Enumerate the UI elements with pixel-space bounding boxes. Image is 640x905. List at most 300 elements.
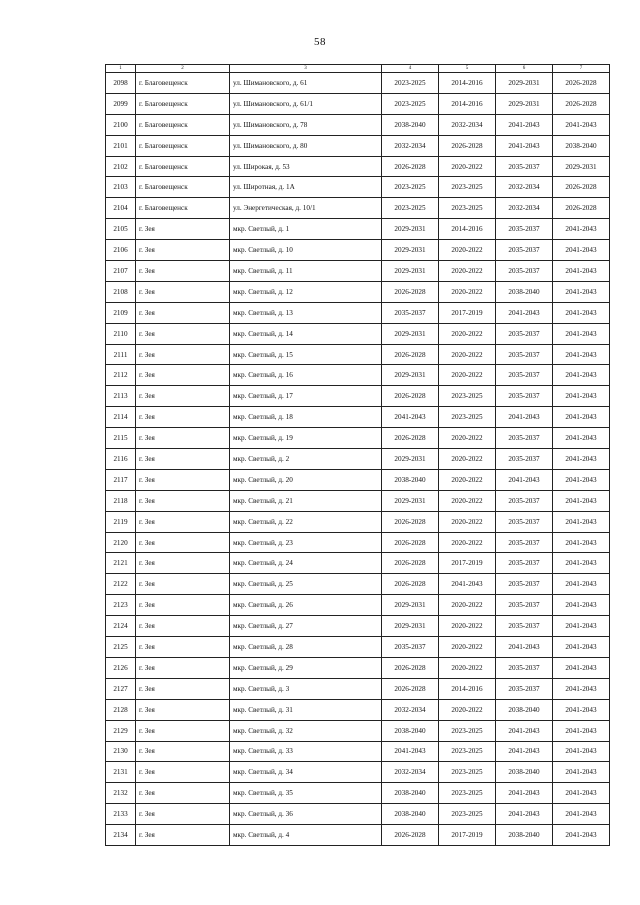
city-cell: г. Зея xyxy=(136,261,230,282)
period-cell: 2041-2043 xyxy=(553,678,610,699)
period-cell: 2035-2037 xyxy=(496,156,553,177)
table-row xyxy=(106,219,610,240)
city-cell: г. Благовещенск xyxy=(136,73,230,94)
period-cell: 2035-2037 xyxy=(382,302,439,323)
row-number: 2125 xyxy=(106,637,136,658)
address-cell: мкр. Светлый, д. 19 xyxy=(230,428,382,449)
period-cell: 2020-2022 xyxy=(439,469,496,490)
row-number: 2106 xyxy=(106,240,136,261)
table-row xyxy=(106,365,610,386)
address-cell: мкр. Светлый, д. 21 xyxy=(230,490,382,511)
period-cell: 2029-2031 xyxy=(496,93,553,114)
period-cell: 2041-2043 xyxy=(553,762,610,783)
period-cell: 2029-2031 xyxy=(382,595,439,616)
repair-schedule-table xyxy=(105,64,610,846)
city-cell: г. Зея xyxy=(136,595,230,616)
column-header: 5 xyxy=(439,65,496,73)
period-cell: 2041-2043 xyxy=(553,595,610,616)
document-table-container xyxy=(105,64,609,846)
city-cell: г. Зея xyxy=(136,699,230,720)
address-cell: мкр. Светлый, д. 10 xyxy=(230,240,382,261)
table-row xyxy=(106,156,610,177)
period-cell: 2035-2037 xyxy=(496,240,553,261)
table-row xyxy=(106,574,610,595)
period-cell: 2041-2043 xyxy=(553,783,610,804)
city-cell: г. Зея xyxy=(136,240,230,261)
period-cell: 2035-2037 xyxy=(496,344,553,365)
address-cell: мкр. Светлый, д. 32 xyxy=(230,720,382,741)
city-cell: г. Зея xyxy=(136,344,230,365)
address-cell: мкр. Светлый, д. 11 xyxy=(230,261,382,282)
table-row xyxy=(106,804,610,825)
row-number: 2119 xyxy=(106,511,136,532)
table-row xyxy=(106,198,610,219)
table-row xyxy=(106,595,610,616)
city-cell: г. Зея xyxy=(136,783,230,804)
table-row xyxy=(106,428,610,449)
period-cell: 2029-2031 xyxy=(382,323,439,344)
row-number: 2111 xyxy=(106,344,136,365)
row-number: 2133 xyxy=(106,804,136,825)
period-cell: 2020-2022 xyxy=(439,344,496,365)
city-cell: г. Благовещенск xyxy=(136,198,230,219)
row-number: 2123 xyxy=(106,595,136,616)
address-cell: мкр. Светлый, д. 29 xyxy=(230,657,382,678)
table-row xyxy=(106,490,610,511)
period-cell: 2041-2043 xyxy=(553,699,610,720)
row-number: 2100 xyxy=(106,114,136,135)
table-row xyxy=(106,469,610,490)
address-cell: мкр. Светлый, д. 16 xyxy=(230,365,382,386)
period-cell: 2023-2025 xyxy=(439,198,496,219)
period-cell: 2020-2022 xyxy=(439,261,496,282)
address-cell: мкр. Светлый, д. 12 xyxy=(230,281,382,302)
period-cell: 2014-2016 xyxy=(439,219,496,240)
address-cell: мкр. Светлый, д. 25 xyxy=(230,574,382,595)
table-row xyxy=(106,177,610,198)
row-number: 2098 xyxy=(106,73,136,94)
row-number: 2118 xyxy=(106,490,136,511)
address-cell: мкр. Светлый, д. 36 xyxy=(230,804,382,825)
row-number: 2105 xyxy=(106,219,136,240)
table-row xyxy=(106,281,610,302)
period-cell: 2026-2028 xyxy=(382,156,439,177)
table-row xyxy=(106,135,610,156)
period-cell: 2035-2037 xyxy=(496,678,553,699)
period-cell: 2041-2043 xyxy=(553,219,610,240)
address-cell: ул. Энергетическая, д. 10/1 xyxy=(230,198,382,219)
table-row xyxy=(106,511,610,532)
period-cell: 2020-2022 xyxy=(439,490,496,511)
period-cell: 2020-2022 xyxy=(439,637,496,658)
period-cell: 2023-2025 xyxy=(439,720,496,741)
row-number: 2109 xyxy=(106,302,136,323)
period-cell: 2035-2037 xyxy=(496,449,553,470)
city-cell: г. Зея xyxy=(136,762,230,783)
address-cell: ул. Шимановского, д. 61/1 xyxy=(230,93,382,114)
table-row xyxy=(106,532,610,553)
period-cell: 2023-2025 xyxy=(439,177,496,198)
table-row xyxy=(106,407,610,428)
period-cell: 2029-2031 xyxy=(382,240,439,261)
table-row xyxy=(106,93,610,114)
period-cell: 2023-2025 xyxy=(439,783,496,804)
period-cell: 2026-2028 xyxy=(382,344,439,365)
period-cell: 2035-2037 xyxy=(496,490,553,511)
period-cell: 2026-2028 xyxy=(382,532,439,553)
row-number: 2113 xyxy=(106,386,136,407)
period-cell: 2023-2025 xyxy=(382,177,439,198)
row-number: 2104 xyxy=(106,198,136,219)
period-cell: 2026-2028 xyxy=(382,428,439,449)
table-row xyxy=(106,240,610,261)
period-cell: 2038-2040 xyxy=(496,281,553,302)
row-number: 2103 xyxy=(106,177,136,198)
period-cell: 2041-2043 xyxy=(553,261,610,282)
city-cell: г. Зея xyxy=(136,490,230,511)
period-cell: 2035-2037 xyxy=(496,657,553,678)
period-cell: 2029-2031 xyxy=(382,490,439,511)
period-cell: 2041-2043 xyxy=(553,302,610,323)
row-number: 2102 xyxy=(106,156,136,177)
address-cell: мкр. Светлый, д. 18 xyxy=(230,407,382,428)
period-cell: 2026-2028 xyxy=(382,386,439,407)
period-cell: 2035-2037 xyxy=(496,386,553,407)
period-cell: 2035-2037 xyxy=(496,323,553,344)
period-cell: 2035-2037 xyxy=(496,616,553,637)
table-row xyxy=(106,825,610,846)
period-cell: 2041-2043 xyxy=(553,553,610,574)
period-cell: 2026-2028 xyxy=(382,281,439,302)
period-cell: 2041-2043 xyxy=(553,490,610,511)
address-cell: мкр. Светлый, д. 24 xyxy=(230,553,382,574)
address-cell: мкр. Светлый, д. 14 xyxy=(230,323,382,344)
table-row xyxy=(106,699,610,720)
city-cell: г. Зея xyxy=(136,804,230,825)
row-number: 2107 xyxy=(106,261,136,282)
city-cell: г. Зея xyxy=(136,616,230,637)
period-cell: 2020-2022 xyxy=(439,595,496,616)
address-cell: мкр. Светлый, д. 34 xyxy=(230,762,382,783)
period-cell: 2026-2028 xyxy=(553,198,610,219)
period-cell: 2020-2022 xyxy=(439,511,496,532)
table-row xyxy=(106,302,610,323)
row-number: 2124 xyxy=(106,616,136,637)
city-cell: г. Зея xyxy=(136,741,230,762)
period-cell: 2029-2031 xyxy=(553,156,610,177)
period-cell: 2026-2028 xyxy=(553,177,610,198)
period-cell: 2038-2040 xyxy=(496,762,553,783)
period-cell: 2023-2025 xyxy=(439,741,496,762)
period-cell: 2023-2025 xyxy=(439,386,496,407)
period-cell: 2038-2040 xyxy=(382,114,439,135)
period-cell: 2041-2043 xyxy=(496,114,553,135)
period-cell: 2041-2043 xyxy=(496,783,553,804)
period-cell: 2041-2043 xyxy=(553,637,610,658)
address-cell: мкр. Светлый, д. 2 xyxy=(230,449,382,470)
column-header: 1 xyxy=(106,65,136,73)
period-cell: 2032-2034 xyxy=(496,198,553,219)
period-cell: 2014-2016 xyxy=(439,678,496,699)
column-header: 3 xyxy=(230,65,382,73)
address-cell: мкр. Светлый, д. 28 xyxy=(230,637,382,658)
city-cell: г. Благовещенск xyxy=(136,114,230,135)
row-number: 2121 xyxy=(106,553,136,574)
address-cell: мкр. Светлый, д. 26 xyxy=(230,595,382,616)
period-cell: 2041-2043 xyxy=(496,302,553,323)
address-cell: мкр. Светлый, д. 33 xyxy=(230,741,382,762)
period-cell: 2014-2016 xyxy=(439,93,496,114)
address-cell: мкр. Светлый, д. 23 xyxy=(230,532,382,553)
row-number: 2122 xyxy=(106,574,136,595)
period-cell: 2026-2028 xyxy=(553,73,610,94)
city-cell: г. Благовещенск xyxy=(136,177,230,198)
period-cell: 2041-2043 xyxy=(382,741,439,762)
address-cell: мкр. Светлый, д. 1 xyxy=(230,219,382,240)
period-cell: 2041-2043 xyxy=(496,637,553,658)
address-cell: ул. Шимановского, д. 78 xyxy=(230,114,382,135)
period-cell: 2041-2043 xyxy=(553,449,610,470)
row-number: 2115 xyxy=(106,428,136,449)
period-cell: 2032-2034 xyxy=(439,114,496,135)
period-cell: 2041-2043 xyxy=(496,720,553,741)
period-cell: 2020-2022 xyxy=(439,532,496,553)
period-cell: 2017-2019 xyxy=(439,553,496,574)
period-cell: 2020-2022 xyxy=(439,616,496,637)
address-cell: ул. Широкая, д. 53 xyxy=(230,156,382,177)
period-cell: 2038-2040 xyxy=(496,825,553,846)
period-cell: 2020-2022 xyxy=(439,323,496,344)
period-cell: 2026-2028 xyxy=(382,574,439,595)
table-row xyxy=(106,657,610,678)
table-row xyxy=(106,741,610,762)
period-cell: 2035-2037 xyxy=(496,511,553,532)
city-cell: г. Зея xyxy=(136,281,230,302)
table-row xyxy=(106,553,610,574)
city-cell: г. Зея xyxy=(136,511,230,532)
address-cell: мкр. Светлый, д. 15 xyxy=(230,344,382,365)
column-header: 7 xyxy=(553,65,610,73)
period-cell: 2041-2043 xyxy=(553,365,610,386)
period-cell: 2023-2025 xyxy=(439,762,496,783)
period-cell: 2020-2022 xyxy=(439,449,496,470)
period-cell: 2026-2028 xyxy=(382,511,439,532)
column-header: 2 xyxy=(136,65,230,73)
table-row xyxy=(106,678,610,699)
row-number: 2116 xyxy=(106,449,136,470)
table-row xyxy=(106,386,610,407)
period-cell: 2041-2043 xyxy=(382,407,439,428)
table-row xyxy=(106,344,610,365)
period-cell: 2041-2043 xyxy=(553,616,610,637)
period-cell: 2038-2040 xyxy=(553,135,610,156)
table-row xyxy=(106,720,610,741)
period-cell: 2032-2034 xyxy=(382,135,439,156)
period-cell: 2041-2043 xyxy=(553,428,610,449)
row-number: 2108 xyxy=(106,281,136,302)
period-cell: 2020-2022 xyxy=(439,240,496,261)
table-row xyxy=(106,762,610,783)
period-cell: 2041-2043 xyxy=(553,657,610,678)
period-cell: 2041-2043 xyxy=(553,407,610,428)
row-number: 2130 xyxy=(106,741,136,762)
period-cell: 2041-2043 xyxy=(553,114,610,135)
table-row xyxy=(106,616,610,637)
row-number: 2099 xyxy=(106,93,136,114)
table-row xyxy=(106,783,610,804)
row-number: 2114 xyxy=(106,407,136,428)
period-cell: 2017-2019 xyxy=(439,302,496,323)
city-cell: г. Зея xyxy=(136,574,230,595)
period-cell: 2023-2025 xyxy=(382,198,439,219)
city-cell: г. Зея xyxy=(136,407,230,428)
city-cell: г. Зея xyxy=(136,323,230,344)
period-cell: 2029-2031 xyxy=(382,616,439,637)
table-row xyxy=(106,637,610,658)
address-cell: мкр. Светлый, д. 35 xyxy=(230,783,382,804)
period-cell: 2020-2022 xyxy=(439,657,496,678)
row-number: 2134 xyxy=(106,825,136,846)
city-cell: г. Зея xyxy=(136,637,230,658)
period-cell: 2029-2031 xyxy=(382,365,439,386)
period-cell: 2041-2043 xyxy=(553,386,610,407)
period-cell: 2035-2037 xyxy=(496,219,553,240)
row-number: 2131 xyxy=(106,762,136,783)
row-number: 2112 xyxy=(106,365,136,386)
period-cell: 2041-2043 xyxy=(553,741,610,762)
period-cell: 2020-2022 xyxy=(439,156,496,177)
period-cell: 2041-2043 xyxy=(553,511,610,532)
period-cell: 2041-2043 xyxy=(553,323,610,344)
column-header: 6 xyxy=(496,65,553,73)
period-cell: 2023-2025 xyxy=(439,407,496,428)
period-cell: 2041-2043 xyxy=(553,574,610,595)
address-cell: ул. Шимановского, д. 61 xyxy=(230,73,382,94)
period-cell: 2026-2028 xyxy=(439,135,496,156)
city-cell: г. Зея xyxy=(136,386,230,407)
period-cell: 2035-2037 xyxy=(496,261,553,282)
row-number: 2127 xyxy=(106,678,136,699)
city-cell: г. Благовещенск xyxy=(136,156,230,177)
table-row xyxy=(106,323,610,344)
address-cell: мкр. Светлый, д. 3 xyxy=(230,678,382,699)
row-number: 2129 xyxy=(106,720,136,741)
period-cell: 2041-2043 xyxy=(553,804,610,825)
row-number: 2128 xyxy=(106,699,136,720)
row-number: 2126 xyxy=(106,657,136,678)
period-cell: 2020-2022 xyxy=(439,699,496,720)
period-cell: 2035-2037 xyxy=(496,428,553,449)
period-cell: 2032-2034 xyxy=(382,699,439,720)
period-cell: 2041-2043 xyxy=(553,344,610,365)
period-cell: 2026-2028 xyxy=(553,93,610,114)
period-cell: 2041-2043 xyxy=(553,469,610,490)
city-cell: г. Зея xyxy=(136,657,230,678)
period-cell: 2026-2028 xyxy=(382,678,439,699)
period-cell: 2029-2031 xyxy=(382,219,439,240)
period-cell: 2029-2031 xyxy=(382,261,439,282)
address-cell: мкр. Светлый, д. 4 xyxy=(230,825,382,846)
period-cell: 2041-2043 xyxy=(553,532,610,553)
column-header: 4 xyxy=(382,65,439,73)
period-cell: 2041-2043 xyxy=(496,407,553,428)
city-cell: г. Зея xyxy=(136,553,230,574)
table-row xyxy=(106,114,610,135)
period-cell: 2026-2028 xyxy=(382,657,439,678)
period-cell: 2038-2040 xyxy=(382,783,439,804)
period-cell: 2041-2043 xyxy=(553,240,610,261)
row-number: 2110 xyxy=(106,323,136,344)
period-cell: 2029-2031 xyxy=(496,73,553,94)
period-cell: 2041-2043 xyxy=(553,281,610,302)
period-cell: 2038-2040 xyxy=(382,804,439,825)
period-cell: 2020-2022 xyxy=(439,281,496,302)
period-cell: 2035-2037 xyxy=(496,365,553,386)
address-cell: мкр. Светлый, д. 17 xyxy=(230,386,382,407)
page-number: 58 xyxy=(314,36,326,48)
period-cell: 2041-2043 xyxy=(439,574,496,595)
period-cell: 2026-2028 xyxy=(382,553,439,574)
city-cell: г. Зея xyxy=(136,449,230,470)
city-cell: г. Зея xyxy=(136,469,230,490)
table-row xyxy=(106,261,610,282)
address-cell: ул. Шимановского, д. 80 xyxy=(230,135,382,156)
period-cell: 2035-2037 xyxy=(382,637,439,658)
period-cell: 2041-2043 xyxy=(553,825,610,846)
row-number: 2120 xyxy=(106,532,136,553)
period-cell: 2041-2043 xyxy=(496,135,553,156)
period-cell: 2041-2043 xyxy=(496,741,553,762)
address-cell: мкр. Светлый, д. 31 xyxy=(230,699,382,720)
period-cell: 2020-2022 xyxy=(439,428,496,449)
city-cell: г. Зея xyxy=(136,532,230,553)
city-cell: г. Благовещенск xyxy=(136,135,230,156)
address-cell: ул. Широтная, д. 1А xyxy=(230,177,382,198)
period-cell: 2023-2025 xyxy=(439,804,496,825)
city-cell: г. Зея xyxy=(136,302,230,323)
city-cell: г. Зея xyxy=(136,720,230,741)
address-cell: мкр. Светлый, д. 27 xyxy=(230,616,382,637)
period-cell: 2038-2040 xyxy=(382,720,439,741)
period-cell: 2041-2043 xyxy=(496,804,553,825)
period-cell: 2038-2040 xyxy=(496,699,553,720)
row-number: 2117 xyxy=(106,469,136,490)
period-cell: 2026-2028 xyxy=(382,825,439,846)
address-cell: мкр. Светлый, д. 22 xyxy=(230,511,382,532)
row-number: 2101 xyxy=(106,135,136,156)
period-cell: 2023-2025 xyxy=(382,93,439,114)
period-cell: 2035-2037 xyxy=(496,595,553,616)
period-cell: 2035-2037 xyxy=(496,574,553,595)
period-cell: 2032-2034 xyxy=(496,177,553,198)
period-cell: 2023-2025 xyxy=(382,73,439,94)
city-cell: г. Зея xyxy=(136,365,230,386)
period-cell: 2035-2037 xyxy=(496,532,553,553)
city-cell: г. Зея xyxy=(136,678,230,699)
city-cell: г. Зея xyxy=(136,428,230,449)
address-cell: мкр. Светлый, д. 13 xyxy=(230,302,382,323)
period-cell: 2041-2043 xyxy=(496,469,553,490)
period-cell: 2020-2022 xyxy=(439,365,496,386)
table-row xyxy=(106,449,610,470)
table-row xyxy=(106,73,610,94)
period-cell: 2035-2037 xyxy=(496,553,553,574)
city-cell: г. Благовещенск xyxy=(136,93,230,114)
period-cell: 2029-2031 xyxy=(382,449,439,470)
period-cell: 2041-2043 xyxy=(553,720,610,741)
address-cell: мкр. Светлый, д. 20 xyxy=(230,469,382,490)
period-cell: 2017-2019 xyxy=(439,825,496,846)
